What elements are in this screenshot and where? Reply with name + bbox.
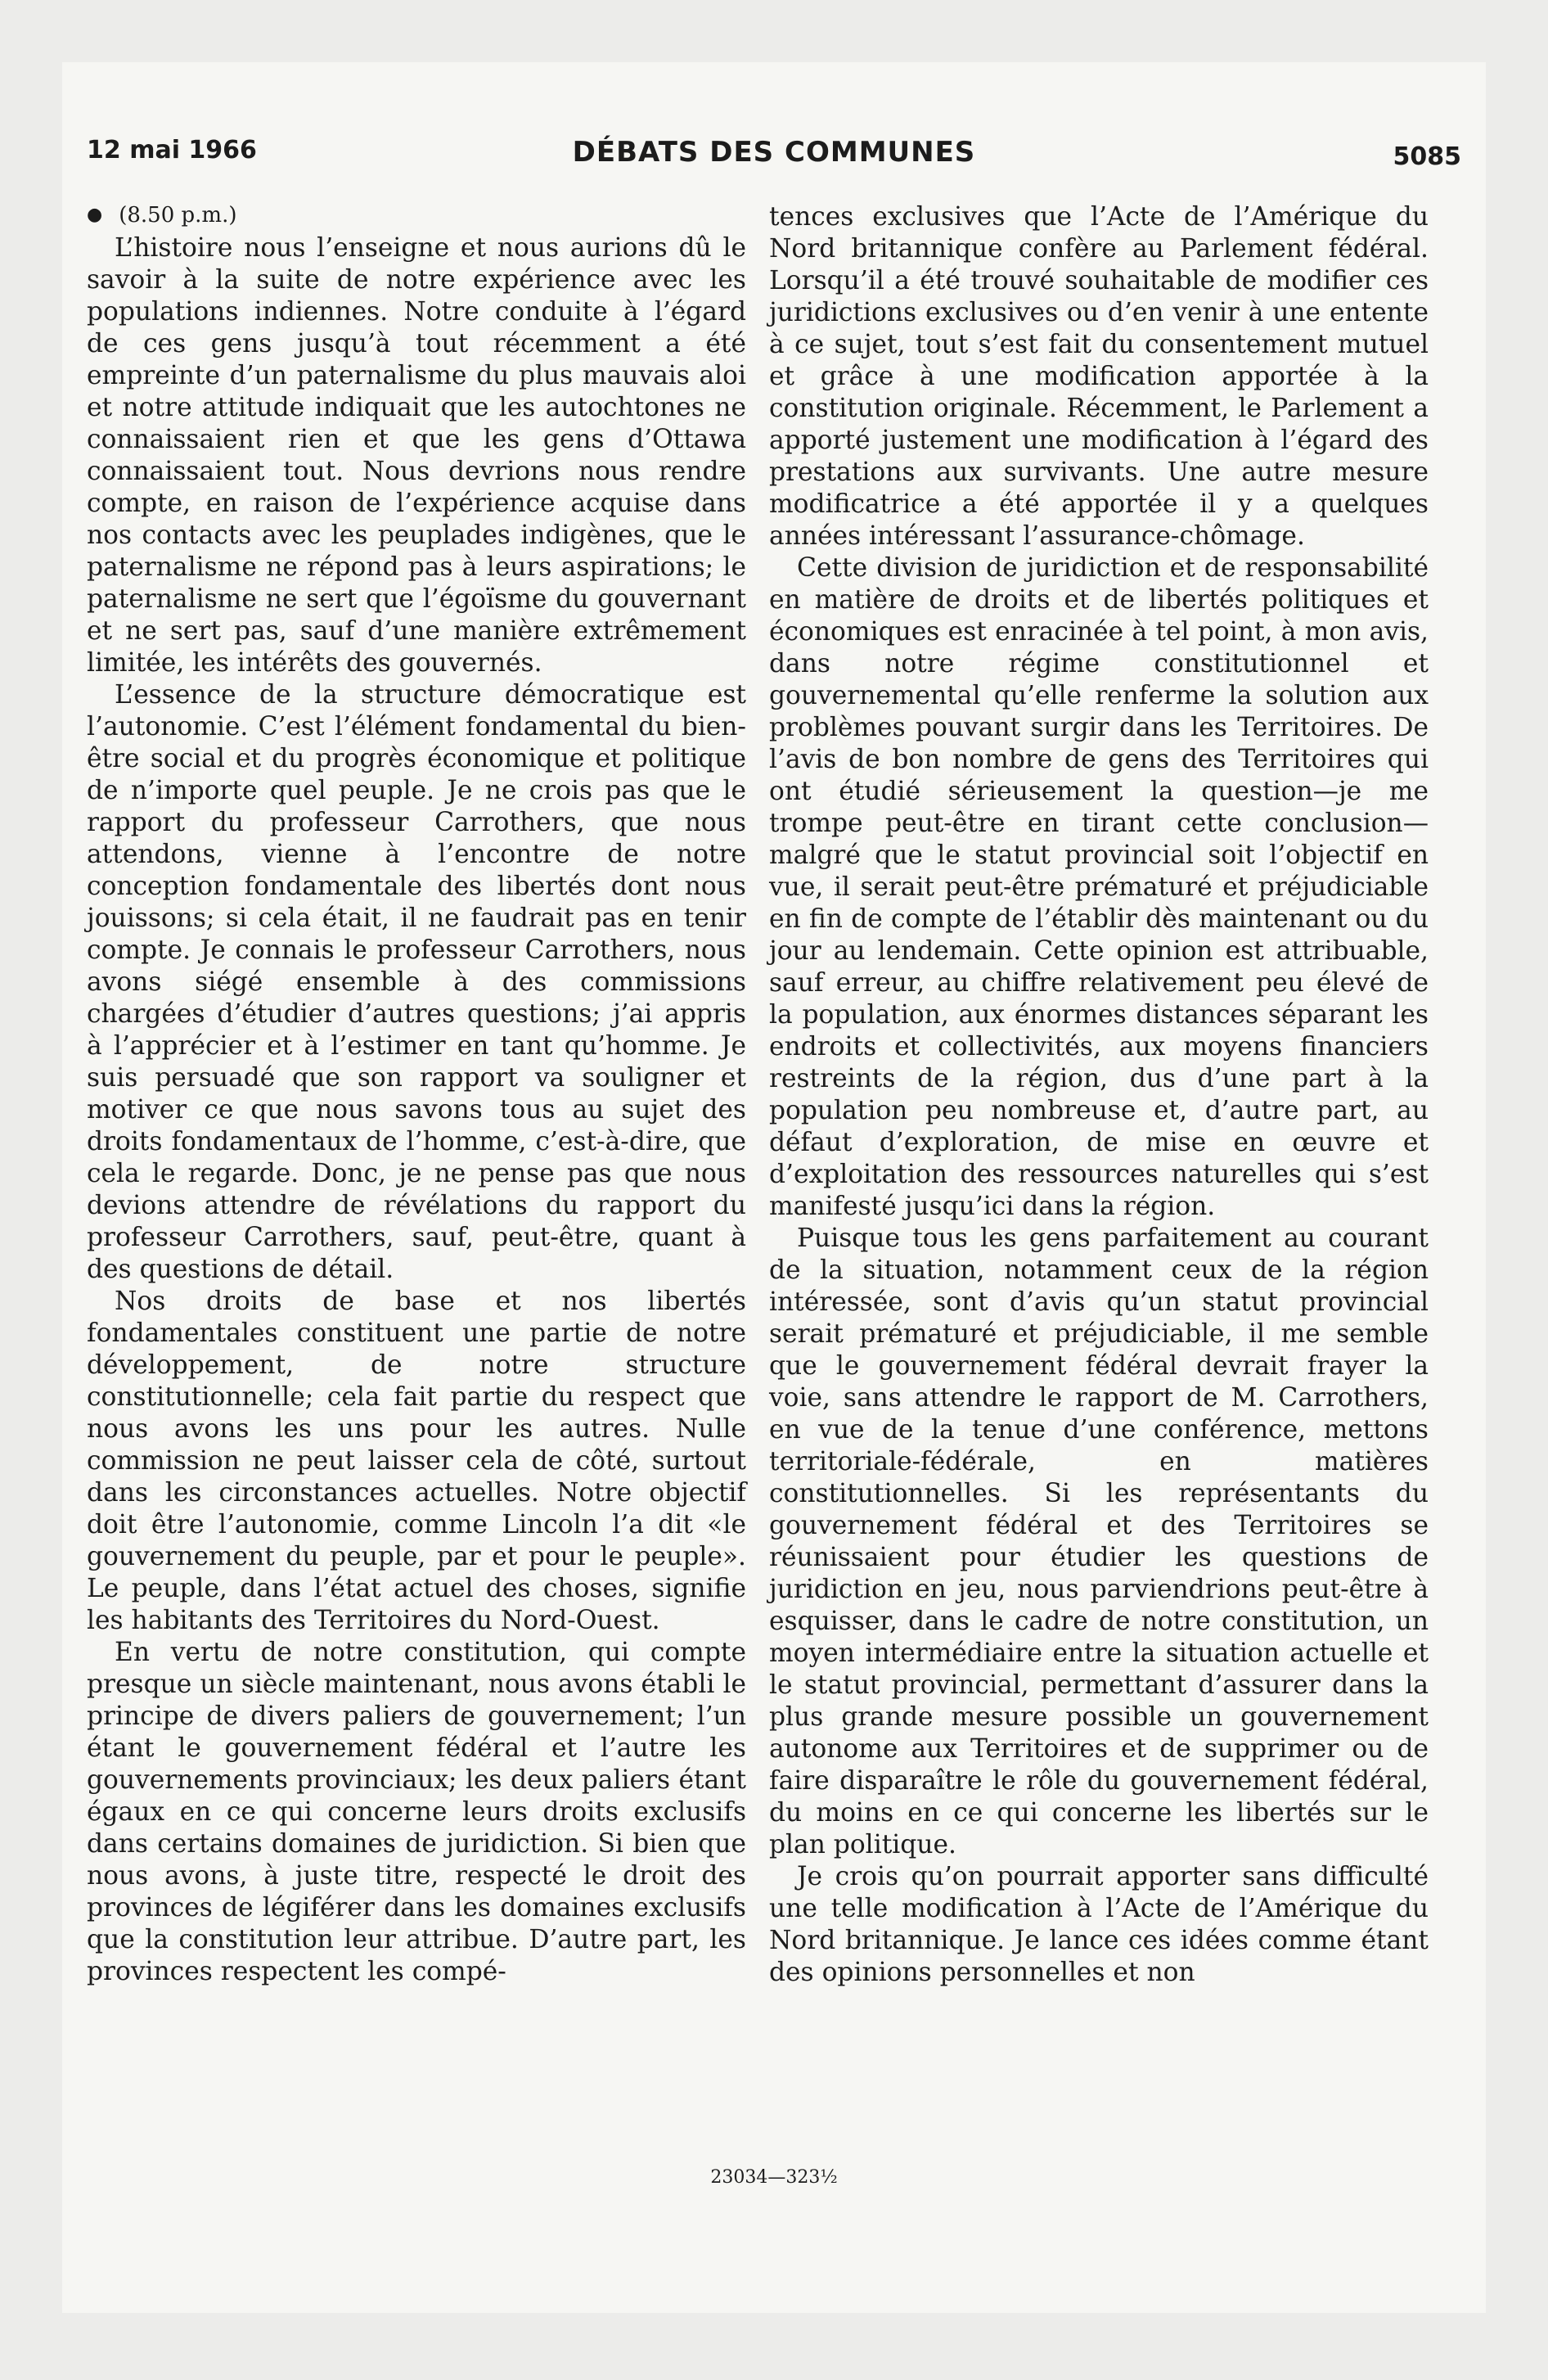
bullet-icon: ● bbox=[87, 205, 103, 225]
header-title: DÉBATS DES COMMUNES bbox=[572, 136, 976, 169]
paragraph: En vertu de notre constitution, qui compte presque un siècle maintenant, nous avons établi le principe de divers paliers de gouvernement; l’un étant le gouvernement fédéral et l’autre les gouvernements provinciaux; les deux paliers étant égaux en ce qui concerne leurs droits exclusifs dans certains domaines de juridiction. Si bien que nous avons, à juste titre, respecté le droit des provinces de légiférer dans les domaines exclusifs que la constitution leur attribue. D’autre part, les provinces respectent les compé- bbox=[87, 1638, 746, 1986]
timestamp-line bbox=[87, 201, 746, 229]
left-column bbox=[87, 201, 746, 1988]
header-date: 12 mai 1966 bbox=[87, 136, 257, 165]
page-number: 5085 bbox=[1393, 142, 1461, 171]
footer-code: 23034—323½ bbox=[710, 2167, 838, 2188]
page-header bbox=[87, 136, 1461, 185]
paragraph: L’histoire nous l’enseigne et nous aurions dû le savoir à la suite de notre expérience avec les populations indiennes. Notre conduite à l’égard de ces gens jusqu’à tout récemment a été empreinte d’un paternalisme du plus mauvais aloi et notre attitude indiquait que les autochtones ne connaissaient rien et que les gens d’Ottawa connaissaient tout. Nous devrions nous rendre compte, en raison de l’expérience acquise dans nos contacts avec les peuplades indigènes, que le paternalisme ne répond pas à leurs aspirations; le paternalisme ne sert que l’égoïsme du gouvernant et ne sert pas, sauf d’une manière extrêmement limitée, les intérêts des gouvernés. bbox=[87, 233, 746, 678]
right-column bbox=[769, 201, 1429, 1989]
paragraph-continued: tences exclusives que l’Acte de l’Amérique du Nord britannique confère au Parlement fédéral. Lorsqu’il a été trouvé souhaitable de modifier ces juridictions exclusives ou d’en venir à une entente à ce sujet, tout s’est fait du consentement mutuel et grâce à une modification apportée à la constitution originale. Récemment, le Parlement a apporté justement une modification à l’égard des prestations aux survivants. Une autre mesure modificatrice a été apportée il y a quelques années intéressant l’assurance-chômage. bbox=[769, 202, 1429, 551]
paragraph: L’essence de la structure démocratique est l’autonomie. C’est l’élément fondamental du bien-être social et du progrès économique et politique de n’importe quel peuple. Je ne crois pas que le rapport du professeur Carrothers, que nous attendons, vienne à l’encontre de notre conception fondamentale des libertés dont nous jouissons; si cela était, il ne faudrait pas en tenir compte. Je connais le professeur Carrothers, nous avons siégé ensemble à des commissions chargées d’étudier d’autres questions; j’ai appris à l’apprécier et à l’estimer en tant qu’homme. Je suis persuadé que son rapport va souligner et motiver ce que nous savons tous au sujet des droits fondamentaux de l’homme, c’est-à-dire, que cela le regarde. Donc, je ne pense pas que nous devions attendre de révélations du rapport du professeur Carrothers, sauf, peut-être, quant à des questions de détail. bbox=[87, 680, 746, 1284]
document-page bbox=[62, 62, 1486, 2313]
paragraph: Puisque tous les gens parfaitement au courant de la situation, notamment ceux de la région intéressée, sont d’avis qu’un statut provincial serait prématuré et préjudiciable, il me semble que le gouvernement fédéral devrait frayer la voie, sans attendre le rapport de M. Carrothers, en vue de la tenue d’une conférence, mettons territoriale-fédérale, en matières constitutionnelles. Si les représentants du gouvernement fédéral et des Territoires se réunissaient pour étudier les questions de juridiction en jeu, nous parviendrions peut-être à esquisser, dans le cadre de notre constitution, un moyen intermédiaire entre la situation actuelle et le statut provincial, permettant d’assurer dans la plus grande mesure possible un gouvernement autonome aux Territoires et de supprimer ou de faire disparaître le rôle du gouvernement fédéral, du moins en ce qui concerne les libertés sur le plan politique. bbox=[769, 1224, 1429, 1859]
paragraph: Je crois qu’on pourrait apporter sans difficulté une telle modification à l’Acte de l’Amérique du Nord britannique. Je lance ces idées comme étant des opinions personnelles et non bbox=[769, 1862, 1429, 1987]
paragraph: Cette division de juridiction et de responsabilité en matière de droits et de libertés politiques et économiques est enracinée à tel point, à mon avis, dans notre régime constitutionnel et gouvernemental qu’elle renferme la solution aux problèmes pouvant surgir dans les Territoires. De l’avis de bon nombre de gens des Territoires qui ont étudié sérieusement la question—je me trompe peut-être en tirant cette conclusion—malgré que le statut provincial soit l’objectif en vue, il serait peut-être prématuré et préjudiciable en fin de compte de l’établir dès maintenant ou du jour au lendemain. Cette opinion est attribuable, sauf erreur, au chiffre relativement peu élevé de la population, aux énormes distances séparant les endroits et collectivités, aux moyens financiers restreints de la région, dus d’une part à la population peu nombreuse et, d’autre part, au défaut d’exploration, de mise en œuvre et d’exploitation des ressources naturelles qui s’est manifesté jusqu’ici dans la région. bbox=[769, 553, 1429, 1221]
timestamp: (8.50 p.m.) bbox=[119, 203, 237, 228]
paragraph: Nos droits de base et nos libertés fondamentales constituent une partie de notre développement, de notre structure constitutionnelle; cela fait partie du respect que nous avons les uns pour les autres. Nulle commission ne peut laisser cela de côté, surtout dans les circonstances actuelles. Notre objectif doit être l’autonomie, comme Lincoln l’a dit «le gouvernement du peuple, par et pour le peuple». Le peuple, dans l’état actuel des choses, signifie les habitants des Territoires du Nord-Ouest. bbox=[87, 1287, 746, 1635]
